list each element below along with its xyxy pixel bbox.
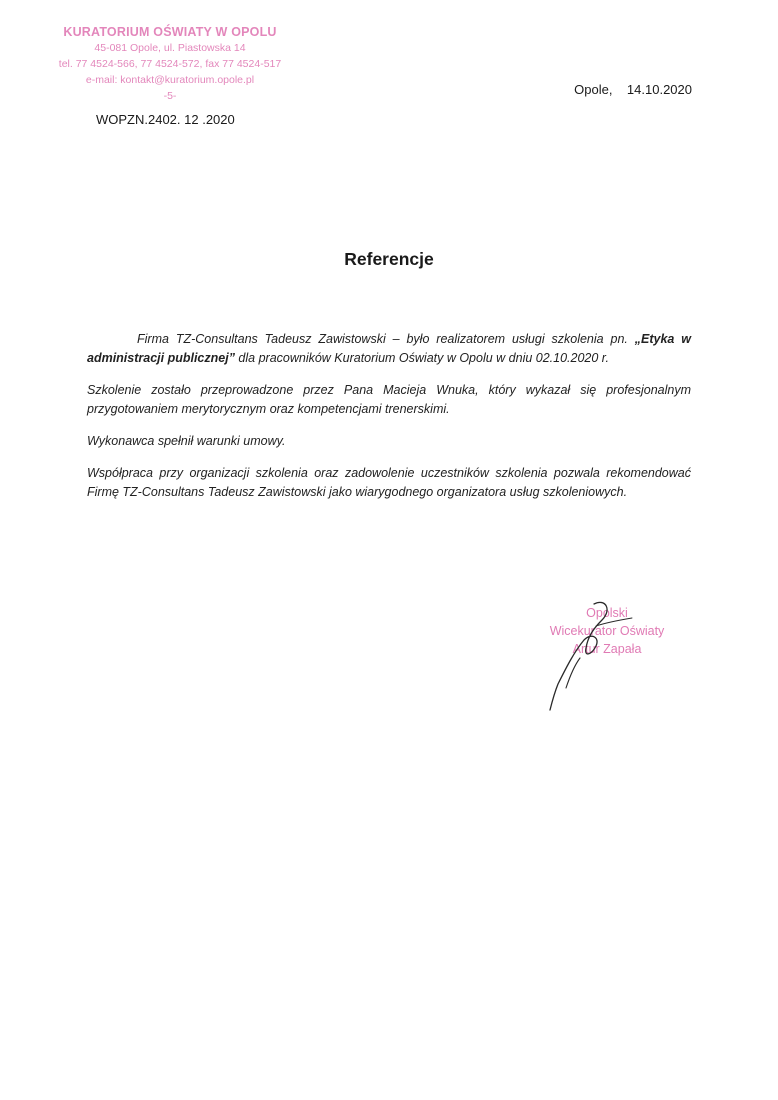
paragraph-4: Współpraca przy organizacji szkolenia oraz zadowolenie uczestników szkolenia pozwala rekomendować Firmę TZ-Consultans Tadeusz Zawistowski jako wiarygodnego organizatora usług szkoleniowych. [87, 466, 691, 499]
date-city: Opole, [574, 82, 613, 97]
handwritten-signature-icon [536, 596, 656, 716]
reference-number: WOPZN.2402. 12 .2020 [96, 112, 235, 127]
stamp-phone: tel. 77 4524-566, 77 4524-572, fax 77 4524-517 [58, 58, 282, 70]
paragraph-2: Szkolenie zostało przeprowadzone przez Pana Macieja Wnuka, który wykazał się profesjonalnym przygotowaniem merytorycznym oraz kompetencjami trenerskimi. [87, 383, 691, 416]
stamp-address: 45-081 Opole, ul. Piastowska 14 [94, 42, 246, 54]
signature-stamp-line-1: Opolski [586, 606, 628, 620]
paragraph-3: Wykonawca spełnił warunki umowy. [87, 434, 286, 448]
document-title: Referencje [344, 249, 434, 269]
paragraph-1 [87, 330, 691, 368]
institution-stamp [55, 24, 285, 104]
stamp-mark: -5- [163, 90, 177, 102]
document-body [87, 330, 691, 515]
signature-stamp-line-2: Wicekurator Oświaty [549, 624, 665, 638]
date-value: 14.10.2020 [626, 82, 692, 97]
paragraph-1-start: Firma TZ-Consultans Tadeusz Zawistowski – było realizatorem usługi szkolenia pn. [137, 332, 635, 346]
document-date [574, 82, 692, 97]
paragraph-1-end: dla pracowników Kuratorium Oświaty w Opolu w dniu 02.10.2020 r. [234, 351, 609, 365]
stamp-email: e-mail: kontakt@kuratorium.opole.pl [85, 74, 255, 86]
signature-stamp-line-3: Artur Zapała [572, 642, 642, 656]
training-name: „Etyka w administracji publicznej” [87, 332, 691, 365]
stamp-title: KURATORIUM OŚWIATY W OPOLU [63, 25, 277, 39]
